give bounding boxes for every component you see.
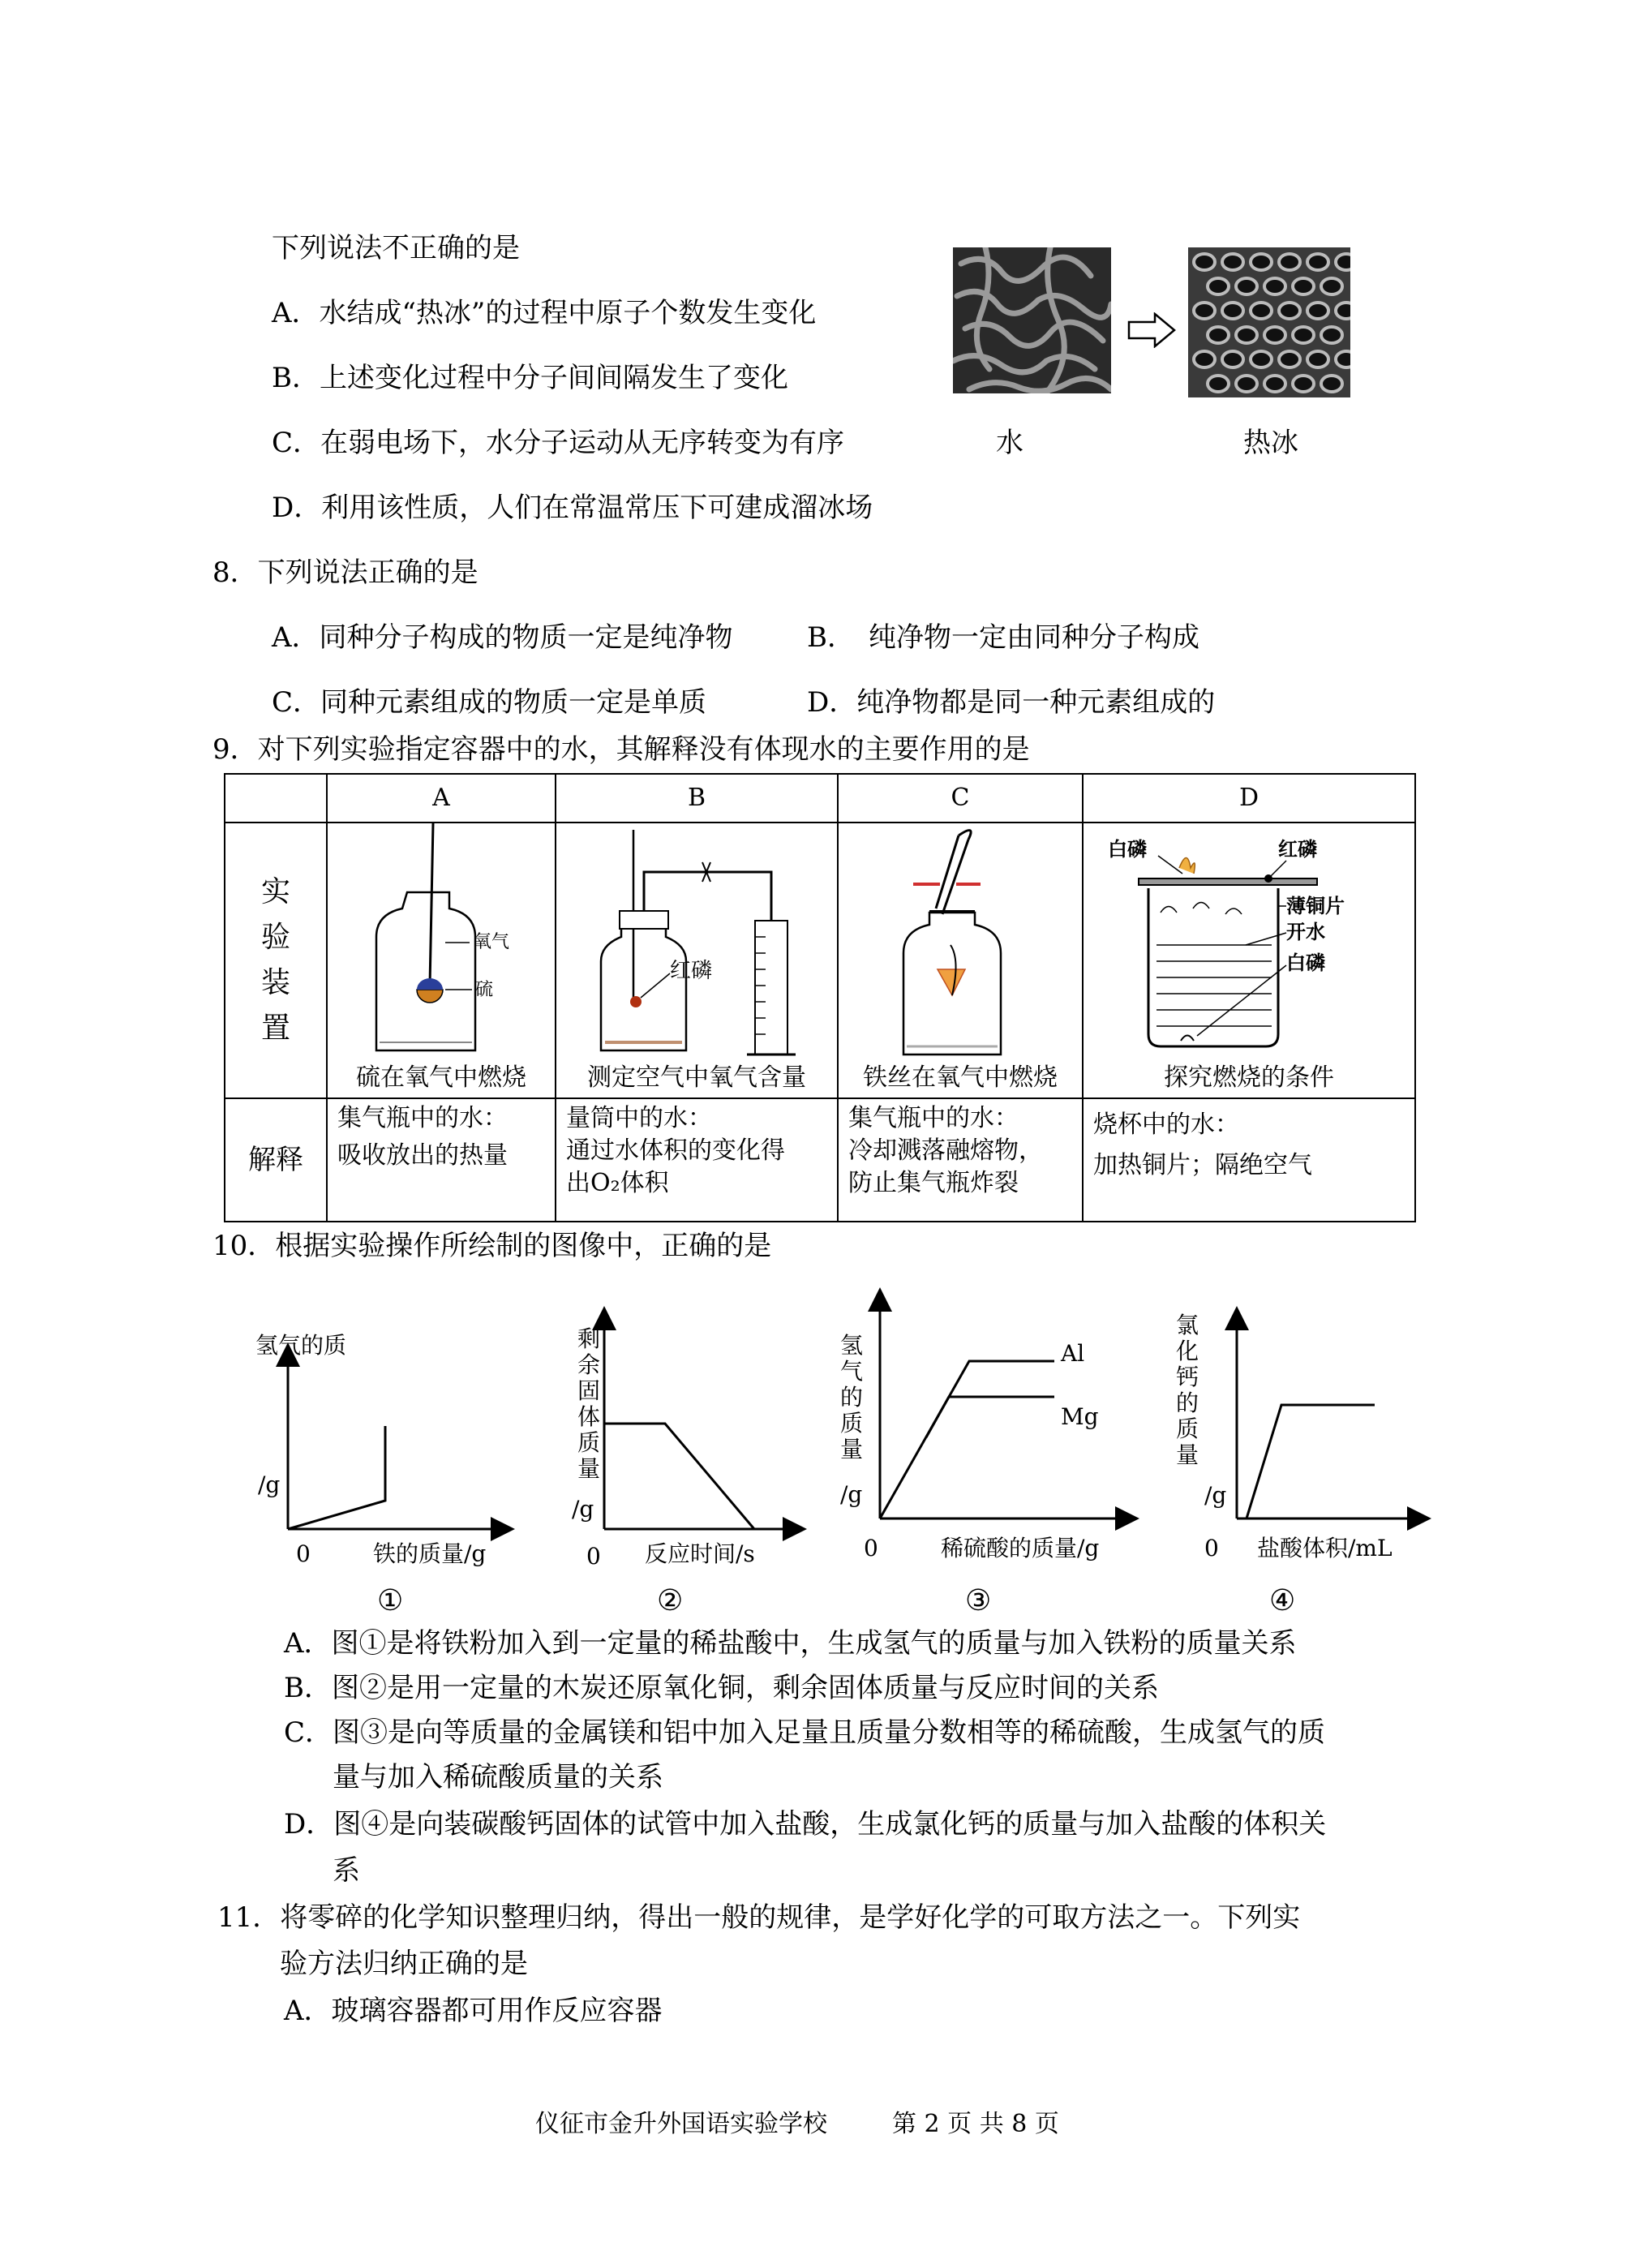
g1-xlabel: 铁的质量/g (373, 1540, 487, 1567)
apparatus-a (328, 823, 535, 1063)
g3-yunit: /g (840, 1481, 863, 1508)
footer-school: 仪征市金升外国语实验学校 (535, 2110, 827, 2138)
g2-num: ② (657, 1584, 684, 1617)
g3-ylabel: 氢气的质量 (840, 1332, 864, 1463)
q11-stem-line1: 11．将零碎的化学知识整理归纳，得出一般的规律，是学好化学的可取方法之一。下列实 (217, 1901, 1301, 1934)
q11-option-a: A．玻璃容器都可用作反应容器 (284, 1995, 663, 2027)
q8-option-d: D．纯净物都是同一种元素组成的 (807, 686, 1216, 719)
g4-origin: 0 (1204, 1535, 1219, 1561)
q11-stem-line2: 验方法归纳正确的是 (280, 1948, 528, 1980)
g3-xlabel: 稀硫酸的质量/g (941, 1535, 1100, 1561)
graph-1 (243, 1314, 535, 1574)
q7-option-c: C．在弱电场下，水分子运动从无序转变为有序 (272, 427, 845, 459)
label-red-phosphorus-d: 红磷 (1278, 837, 1317, 861)
g3-num: ③ (965, 1584, 992, 1617)
label-copper-sheet: 薄铜片 (1286, 894, 1345, 917)
q10-stem: 10．根据实验操作所绘制的图像中，正确的是 (212, 1230, 772, 1262)
caption-d: 探究燃烧的条件 (1164, 1063, 1334, 1092)
header-c: C (838, 774, 1083, 823)
g1-ylabel: 氢气的质 (255, 1332, 347, 1359)
q9-table (224, 773, 1416, 1222)
label-white-phosphorus-top: 白磷 (1108, 837, 1147, 861)
apparatus-c (839, 823, 1062, 1063)
header-d: D (1083, 774, 1415, 823)
explain-d: 烧杯中的水： 加热铜片；隔绝空气 (1083, 1098, 1415, 1222)
g1-yunit: /g (258, 1471, 281, 1498)
explain-c: 集气瓶中的水： 冷却溅落融熔物， 防止集气瓶炸裂 (838, 1098, 1083, 1222)
g2-origin: 0 (586, 1543, 601, 1570)
g3-series-mg: Mg (1061, 1403, 1099, 1430)
caption-a: 硫在氧气中燃烧 (356, 1063, 526, 1092)
g4-ylabel: 氯化钙的质量 (1176, 1312, 1199, 1468)
water-micrograph (953, 247, 1111, 393)
label-white-phosphorus-bottom: 白磷 (1286, 951, 1325, 974)
q10-option-c-line1: C．图③是向等质量的金属镁和铝中加入足量且质量分数相等的稀硫酸，生成氢气的质 (284, 1716, 1326, 1749)
g3-series-al: Al (1061, 1340, 1085, 1367)
hot-ice-micrograph (1188, 247, 1350, 397)
q8-option-c: C．同种元素组成的物质一定是单质 (272, 686, 707, 719)
g2-xlabel: 反应时间/s (645, 1540, 755, 1567)
q9-stem: 9．对下列实验指定容器中的水，其解释没有体现水的主要作用的是 (212, 733, 1030, 766)
q7-option-b: B．上述变化过程中分子间间隔发生了变化 (272, 362, 788, 394)
header-a: A (327, 774, 556, 823)
label-red-phosphorus-b: 红磷 (670, 959, 713, 983)
arrow-icon (1127, 312, 1176, 351)
q8-option-b: B． 纯净物一定由同种分子构成 (807, 621, 1199, 654)
caption-c: 铁丝在氧气中燃烧 (863, 1063, 1058, 1092)
g4-xlabel: 盐酸体积/mL (1257, 1535, 1393, 1561)
q8-option-a: A．同种分子构成的物质一定是纯净物 (272, 621, 733, 654)
explain-b: 量筒中的水： 通过水体积的变化得 出O₂体积 (556, 1098, 838, 1222)
label-water: 水 (996, 427, 1023, 459)
g1-origin: 0 (296, 1540, 311, 1567)
label-hot-ice: 热冰 (1243, 427, 1298, 459)
q7-option-d: D．利用该性质，人们在常温常压下可建成溜冰场 (272, 492, 873, 524)
footer-page: 第 2 页 共 8 页 (892, 2110, 1059, 2138)
caption-b: 测定空气中氧气含量 (587, 1063, 806, 1092)
q10-option-a: A．图①是将铁粉加入到一定量的稀盐酸中，生成氢气的质量与加入铁粉的质量关系 (284, 1627, 1297, 1660)
row-label-explain: 解释 (225, 1098, 327, 1222)
label-sulfur: 硫 (475, 980, 494, 1000)
header-b: B (556, 774, 838, 823)
g3-origin: 0 (864, 1535, 878, 1561)
q7-option-a: A．水结成“热冰”的过程中原子个数发生变化 (272, 297, 817, 329)
label-hot-water: 开水 (1286, 920, 1325, 943)
label-oxygen: 氧气 (474, 932, 510, 952)
g4-num: ④ (1269, 1584, 1296, 1617)
g1-num: ① (377, 1584, 404, 1617)
apparatus-b (556, 823, 818, 1063)
q10-option-d-line1: D．图④是向装碳酸钙固体的试管中加入盐酸，生成氯化钙的质量与加入盐酸的体积关 (284, 1808, 1327, 1841)
explain-a: 集气瓶中的水： 吸收放出的热量 (327, 1098, 556, 1222)
apparatus-d (1084, 823, 1375, 1063)
row-label-device: 实验装置 (260, 875, 290, 1045)
q10-option-c-line2: 量与加入稀硫酸质量的关系 (333, 1761, 663, 1793)
g2-ylabel: 剩余固体质量 (577, 1325, 601, 1482)
q10-option-b: B．图②是用一定量的木炭还原氧化铜，剩余固体质量与反应时间的关系 (284, 1672, 1159, 1704)
graph-4 (1168, 1302, 1435, 1578)
q10-option-d-line2: 系 (333, 1854, 360, 1887)
g2-yunit: /g (572, 1496, 594, 1523)
graph-3 (835, 1282, 1144, 1574)
g4-yunit: /g (1204, 1482, 1227, 1509)
q8-stem: 8．下列说法正确的是 (212, 556, 478, 589)
q7-stem: 下列说法不正确的是 (272, 232, 520, 264)
